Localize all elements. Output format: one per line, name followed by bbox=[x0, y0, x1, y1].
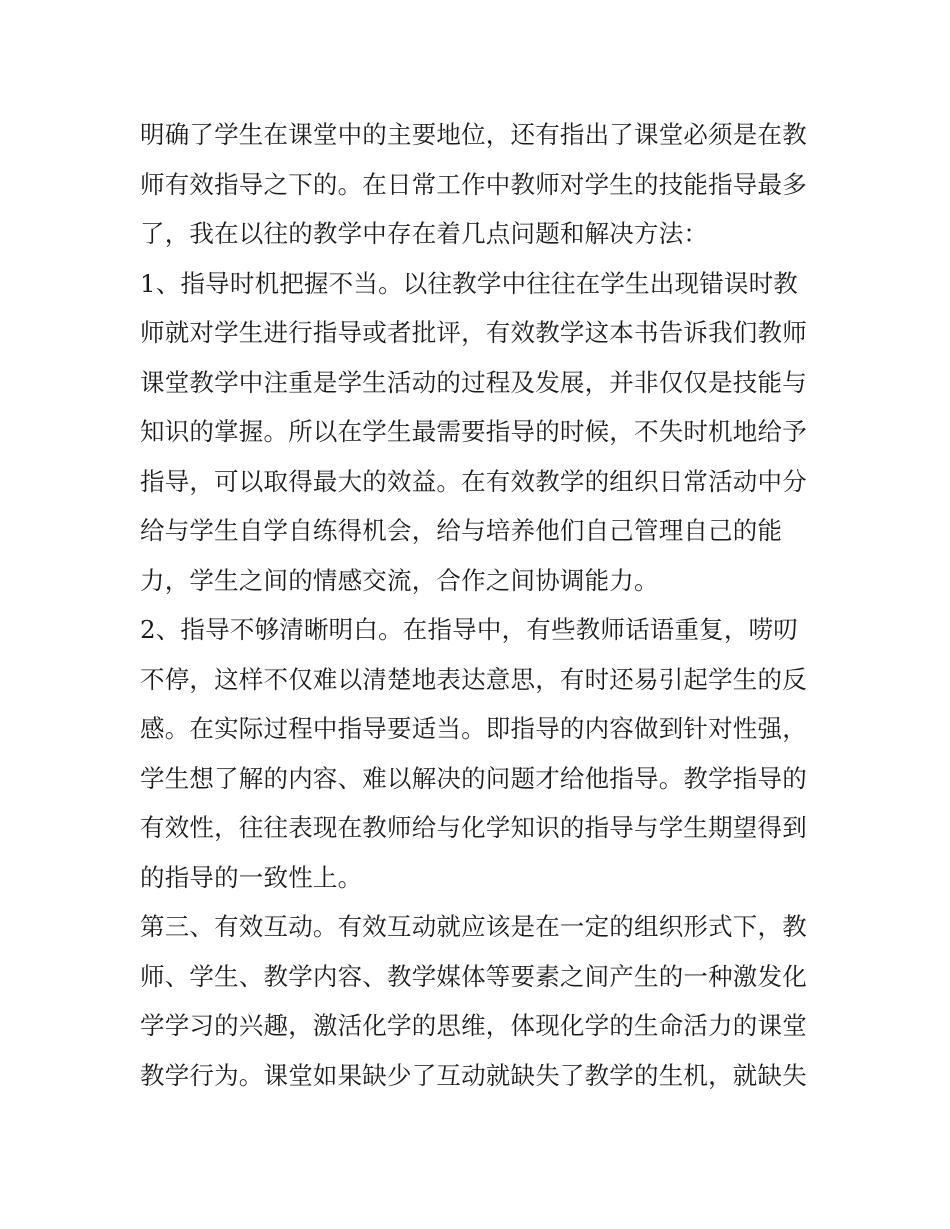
text-line: 教学行为。课堂如果缺少了互动就缺失了教学的生机，就缺失 bbox=[140, 1060, 807, 1090]
text-line: 知识的掌握。所以在学生最需要指导的时候，不失时机地给予 bbox=[140, 417, 807, 446]
text-line: 师、学生、教学内容、教学媒体等要素之间产生的一种激发化 bbox=[140, 961, 807, 991]
text-line: 学学习的兴趣，激活化学的思维，体现化学的生命活力的课堂 bbox=[140, 1011, 807, 1040]
text-line: 不停，这样不仅难以清楚地表达意思，有时还易引起学生的反 bbox=[140, 664, 807, 694]
text-line: 指导，可以取得最大的效益。在有效教学的组织日常活动中分 bbox=[140, 466, 807, 496]
text-line: 感。在实际过程中指导要适当。即指导的内容做到针对性强， bbox=[140, 714, 807, 743]
list-item-2-line: 2、指导不够清晰明白。在指导中，有些教师话语重复，唠叨 bbox=[140, 615, 798, 644]
text-line: 明确了学生在课堂中的主要地位，还有指出了课堂必须是在教 bbox=[140, 120, 807, 149]
text-line: 的指导的一致性上。 bbox=[140, 862, 363, 892]
section-three-line: 第三、有效互动。有效互动就应该是在一定的组织形式下，教 bbox=[140, 912, 807, 941]
text-line: 课堂教学中注重是学生活动的过程及发展，并非仅仅是技能与 bbox=[140, 367, 807, 397]
text-line: 力，学生之间的情感交流，合作之间协调能力。 bbox=[140, 565, 659, 595]
text-line: 了，我在以往的教学中存在着几点问题和解决方法： bbox=[140, 219, 709, 248]
text-line: 师就对学生进行指导或者批评，有效教学这本书告诉我们教师 bbox=[140, 318, 807, 347]
text-line: 给与学生自学自练得机会，给与培养他们自己管理自己的能 bbox=[140, 516, 783, 545]
text-line: 师有效指导之下的。在日常工作中教师对学生的技能指导最多 bbox=[140, 169, 807, 199]
list-item-1-line: 1、指导时机把握不当。以往教学中往往在学生出现错误时教 bbox=[140, 268, 798, 298]
text-line: 学生想了解的内容、难以解决的问题才给他指导。教学指导的 bbox=[140, 763, 807, 793]
text-line: 有效性，往往表现在教师给与化学知识的指导与学生期望得到 bbox=[140, 813, 807, 842]
body-text bbox=[140, 110, 820, 1100]
